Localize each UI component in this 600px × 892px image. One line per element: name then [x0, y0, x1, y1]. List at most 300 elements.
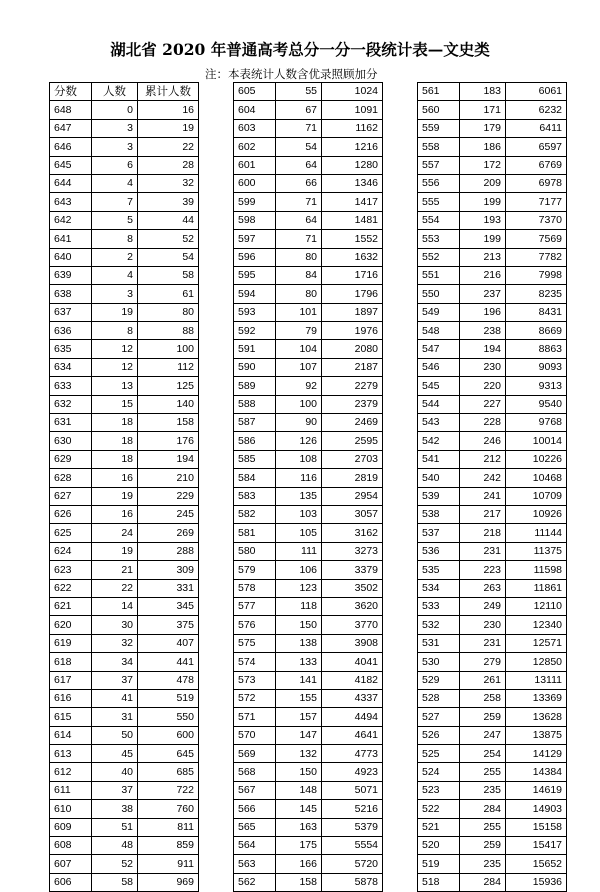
table-row: [234, 414, 383, 432]
table-row: [50, 671, 199, 689]
count-cell: 220: [460, 377, 506, 395]
count-cell: 13: [92, 377, 138, 395]
cumulative-cell: 12571: [506, 634, 567, 652]
score-cell: 575: [234, 634, 276, 652]
table-row: [50, 174, 199, 192]
score-cell: 574: [234, 653, 276, 671]
count-cell: 67: [276, 101, 322, 119]
score-cell: 626: [50, 505, 92, 523]
cumulative-cell: 550: [138, 708, 199, 726]
cumulative-cell: 245: [138, 505, 199, 523]
count-cell: 8: [92, 322, 138, 340]
table-row: [418, 818, 567, 836]
score-cell: 567: [234, 781, 276, 799]
score-cell: 542: [418, 432, 460, 450]
cumulative-cell: 4494: [322, 708, 383, 726]
table-row: [418, 101, 567, 119]
score-cell: 638: [50, 285, 92, 303]
cumulative-cell: 441: [138, 653, 199, 671]
cumulative-cell: 911: [138, 855, 199, 873]
count-cell: 22: [92, 579, 138, 597]
count-cell: 259: [460, 837, 506, 855]
cumulative-cell: 5554: [322, 837, 383, 855]
table-row: [418, 505, 567, 523]
score-cell: 587: [234, 414, 276, 432]
cumulative-cell: 100: [138, 340, 199, 358]
table-row: [234, 138, 383, 156]
table-row: [418, 487, 567, 505]
score-cell: 624: [50, 542, 92, 560]
cumulative-cell: 722: [138, 781, 199, 799]
count-cell: 218: [460, 524, 506, 542]
score-cell: 518: [418, 873, 460, 891]
table-row: [50, 248, 199, 266]
cumulative-cell: 2595: [322, 432, 383, 450]
table-row: [418, 377, 567, 395]
cumulative-cell: 10468: [506, 469, 567, 487]
table-row: [418, 763, 567, 781]
score-cell: 569: [234, 745, 276, 763]
table-row: [234, 83, 383, 101]
score-cell: 639: [50, 266, 92, 284]
count-cell: 103: [276, 505, 322, 523]
count-cell: 105: [276, 524, 322, 542]
score-table-block-3: [417, 82, 567, 892]
cumulative-cell: 32: [138, 174, 199, 192]
count-cell: 212: [460, 450, 506, 468]
score-cell: 583: [234, 487, 276, 505]
table-row: [50, 873, 199, 891]
table-row: [234, 193, 383, 211]
count-cell: 145: [276, 800, 322, 818]
table-row: [50, 818, 199, 836]
cumulative-cell: 39: [138, 193, 199, 211]
count-cell: 64: [276, 211, 322, 229]
cumulative-cell: 5216: [322, 800, 383, 818]
cumulative-cell: 1091: [322, 101, 383, 119]
score-cell: 519: [418, 855, 460, 873]
count-cell: 158: [276, 873, 322, 891]
count-cell: 58: [92, 873, 138, 891]
count-cell: 100: [276, 395, 322, 413]
count-cell: 34: [92, 653, 138, 671]
score-cell: 579: [234, 561, 276, 579]
table-row: [50, 855, 199, 873]
table-row: [50, 800, 199, 818]
count-cell: 279: [460, 653, 506, 671]
score-cell: 551: [418, 266, 460, 284]
table-row: [418, 432, 567, 450]
table-row: [234, 763, 383, 781]
count-cell: 30: [92, 616, 138, 634]
count-cell: 79: [276, 322, 322, 340]
count-cell: 3: [92, 285, 138, 303]
table-row: [50, 119, 199, 137]
score-cell: 627: [50, 487, 92, 505]
cumulative-cell: 1216: [322, 138, 383, 156]
count-cell: 84: [276, 266, 322, 284]
count-cell: 246: [460, 432, 506, 450]
count-cell: 163: [276, 818, 322, 836]
count-cell: 111: [276, 542, 322, 560]
count-cell: 32: [92, 634, 138, 652]
table-row: [50, 579, 199, 597]
table-row: [234, 266, 383, 284]
cumulative-cell: 7998: [506, 266, 567, 284]
score-cell: 559: [418, 119, 460, 137]
cumulative-cell: 600: [138, 726, 199, 744]
table-row: [50, 487, 199, 505]
count-cell: 194: [460, 340, 506, 358]
cumulative-cell: 16: [138, 101, 199, 119]
count-cell: 123: [276, 579, 322, 597]
cumulative-cell: 10226: [506, 450, 567, 468]
score-cell: 544: [418, 395, 460, 413]
table-row: [50, 708, 199, 726]
cumulative-cell: 13369: [506, 689, 567, 707]
cumulative-cell: 2819: [322, 469, 383, 487]
count-cell: 55: [276, 83, 322, 101]
table-row: [234, 561, 383, 579]
count-cell: 92: [276, 377, 322, 395]
header-score: 分数: [50, 83, 92, 101]
table-row: [234, 505, 383, 523]
count-cell: 54: [276, 138, 322, 156]
score-cell: 607: [50, 855, 92, 873]
count-cell: 150: [276, 616, 322, 634]
cumulative-cell: 12110: [506, 597, 567, 615]
count-cell: 66: [276, 174, 322, 192]
table-row: [50, 561, 199, 579]
count-cell: 150: [276, 763, 322, 781]
cumulative-cell: 11144: [506, 524, 567, 542]
table-row: [234, 542, 383, 560]
cumulative-cell: 288: [138, 542, 199, 560]
score-cell: 615: [50, 708, 92, 726]
table-row: [418, 193, 567, 211]
count-cell: 41: [92, 689, 138, 707]
count-cell: 254: [460, 745, 506, 763]
score-cell: 568: [234, 763, 276, 781]
cumulative-cell: 125: [138, 377, 199, 395]
cumulative-cell: 859: [138, 837, 199, 855]
cumulative-cell: 6061: [506, 83, 567, 101]
count-cell: 38: [92, 800, 138, 818]
table-row: [50, 211, 199, 229]
count-cell: 4: [92, 266, 138, 284]
table-row: [418, 211, 567, 229]
table-row: [418, 358, 567, 376]
count-cell: 21: [92, 561, 138, 579]
count-cell: 179: [460, 119, 506, 137]
cumulative-cell: 2379: [322, 395, 383, 413]
cumulative-cell: 10926: [506, 505, 567, 523]
count-cell: 231: [460, 634, 506, 652]
score-cell: 545: [418, 377, 460, 395]
table-row: [234, 119, 383, 137]
score-cell: 531: [418, 634, 460, 652]
count-cell: 15: [92, 395, 138, 413]
score-cell: 617: [50, 671, 92, 689]
cumulative-cell: 13628: [506, 708, 567, 726]
cumulative-cell: 14384: [506, 763, 567, 781]
table-row: [234, 653, 383, 671]
score-cell: 543: [418, 414, 460, 432]
table-row: [50, 616, 199, 634]
score-cell: 528: [418, 689, 460, 707]
score-cell: 610: [50, 800, 92, 818]
count-cell: 148: [276, 781, 322, 799]
cumulative-cell: 1552: [322, 230, 383, 248]
table-row: [234, 340, 383, 358]
table-row: [50, 101, 199, 119]
table-row: [50, 395, 199, 413]
cumulative-cell: 7782: [506, 248, 567, 266]
score-cell: 631: [50, 414, 92, 432]
score-cell: 547: [418, 340, 460, 358]
cumulative-cell: 158: [138, 414, 199, 432]
count-cell: 261: [460, 671, 506, 689]
score-cell: 521: [418, 818, 460, 836]
score-cell: 629: [50, 450, 92, 468]
cumulative-cell: 14619: [506, 781, 567, 799]
table-row: [418, 303, 567, 321]
score-cell: 585: [234, 450, 276, 468]
score-cell: 589: [234, 377, 276, 395]
cumulative-cell: 52: [138, 230, 199, 248]
table-row: [418, 450, 567, 468]
cumulative-cell: 7370: [506, 211, 567, 229]
count-cell: 196: [460, 303, 506, 321]
score-table-block-2: [233, 82, 383, 892]
count-cell: 284: [460, 800, 506, 818]
cumulative-cell: 19: [138, 119, 199, 137]
score-cell: 564: [234, 837, 276, 855]
table-row: [418, 597, 567, 615]
table-row: [418, 248, 567, 266]
score-cell: 647: [50, 119, 92, 137]
cumulative-cell: 6232: [506, 101, 567, 119]
cumulative-cell: 13875: [506, 726, 567, 744]
cumulative-cell: 3162: [322, 524, 383, 542]
table-row: [50, 597, 199, 615]
cumulative-cell: 1162: [322, 119, 383, 137]
cumulative-cell: 1346: [322, 174, 383, 192]
count-cell: 235: [460, 855, 506, 873]
score-cell: 621: [50, 597, 92, 615]
score-cell: 566: [234, 800, 276, 818]
table-row: [234, 358, 383, 376]
score-cell: 630: [50, 432, 92, 450]
cumulative-cell: 11861: [506, 579, 567, 597]
count-cell: 18: [92, 432, 138, 450]
table-row: [50, 230, 199, 248]
table-row: [418, 689, 567, 707]
count-cell: 6: [92, 156, 138, 174]
cumulative-cell: 7177: [506, 193, 567, 211]
cumulative-cell: 14903: [506, 800, 567, 818]
table-row: [234, 855, 383, 873]
table-row: [418, 634, 567, 652]
cumulative-cell: 3273: [322, 542, 383, 560]
cumulative-cell: 969: [138, 873, 199, 891]
table-row: [418, 285, 567, 303]
count-cell: 133: [276, 653, 322, 671]
score-cell: 618: [50, 653, 92, 671]
cumulative-cell: 8431: [506, 303, 567, 321]
table-row: [418, 83, 567, 101]
count-cell: 157: [276, 708, 322, 726]
count-cell: 14: [92, 597, 138, 615]
cumulative-cell: 4923: [322, 763, 383, 781]
table-row: [234, 873, 383, 891]
score-cell: 597: [234, 230, 276, 248]
count-cell: 19: [92, 542, 138, 560]
count-cell: 235: [460, 781, 506, 799]
table-row: [50, 377, 199, 395]
cumulative-cell: 645: [138, 745, 199, 763]
cumulative-cell: 309: [138, 561, 199, 579]
score-cell: 573: [234, 671, 276, 689]
count-cell: 116: [276, 469, 322, 487]
score-cell: 623: [50, 561, 92, 579]
table-row: [50, 745, 199, 763]
cumulative-cell: 15936: [506, 873, 567, 891]
count-cell: 238: [460, 322, 506, 340]
score-cell: 641: [50, 230, 92, 248]
score-cell: 572: [234, 689, 276, 707]
table-row: [234, 689, 383, 707]
count-cell: 284: [460, 873, 506, 891]
table-row: [234, 726, 383, 744]
score-cell: 591: [234, 340, 276, 358]
cumulative-cell: 1280: [322, 156, 383, 174]
table-row: [234, 248, 383, 266]
score-table-block-1: [49, 82, 199, 892]
table-row: [50, 156, 199, 174]
count-cell: 18: [92, 450, 138, 468]
score-cell: 616: [50, 689, 92, 707]
score-cell: 539: [418, 487, 460, 505]
table-row: [418, 653, 567, 671]
cumulative-cell: 760: [138, 800, 199, 818]
table-row: [418, 414, 567, 432]
cumulative-cell: 9540: [506, 395, 567, 413]
table-row: [234, 634, 383, 652]
count-cell: 247: [460, 726, 506, 744]
count-cell: 259: [460, 708, 506, 726]
table-row: [50, 837, 199, 855]
table-row: [50, 266, 199, 284]
table-row: [234, 322, 383, 340]
score-cell: 554: [418, 211, 460, 229]
count-cell: 217: [460, 505, 506, 523]
table-row: [418, 745, 567, 763]
cumulative-cell: 478: [138, 671, 199, 689]
table-row: [418, 671, 567, 689]
count-cell: 51: [92, 818, 138, 836]
count-cell: 45: [92, 745, 138, 763]
count-cell: 8: [92, 230, 138, 248]
score-cell: 644: [50, 174, 92, 192]
table-row: [234, 101, 383, 119]
score-cell: 614: [50, 726, 92, 744]
cumulative-cell: 9768: [506, 414, 567, 432]
count-cell: 199: [460, 230, 506, 248]
score-cell: 584: [234, 469, 276, 487]
cumulative-cell: 2954: [322, 487, 383, 505]
count-cell: 37: [92, 781, 138, 799]
cumulative-cell: 1632: [322, 248, 383, 266]
table-row: [418, 395, 567, 413]
score-cell: 604: [234, 101, 276, 119]
score-cell: 640: [50, 248, 92, 266]
count-cell: 71: [276, 193, 322, 211]
count-cell: 241: [460, 487, 506, 505]
cumulative-cell: 2080: [322, 340, 383, 358]
cumulative-cell: 345: [138, 597, 199, 615]
table-row: [234, 156, 383, 174]
count-cell: 166: [276, 855, 322, 873]
cumulative-cell: 176: [138, 432, 199, 450]
cumulative-cell: 28: [138, 156, 199, 174]
cumulative-cell: 15652: [506, 855, 567, 873]
cumulative-cell: 11375: [506, 542, 567, 560]
table-row: [418, 616, 567, 634]
cumulative-cell: 685: [138, 763, 199, 781]
table-row: [234, 174, 383, 192]
cumulative-cell: 22: [138, 138, 199, 156]
count-cell: 4: [92, 174, 138, 192]
cumulative-cell: 1417: [322, 193, 383, 211]
cumulative-cell: 11598: [506, 561, 567, 579]
score-cell: 549: [418, 303, 460, 321]
count-cell: 175: [276, 837, 322, 855]
table-row: [418, 469, 567, 487]
score-cell: 609: [50, 818, 92, 836]
count-cell: 3: [92, 138, 138, 156]
score-cell: 619: [50, 634, 92, 652]
cumulative-cell: 9093: [506, 358, 567, 376]
score-cell: 561: [418, 83, 460, 101]
cumulative-cell: 5071: [322, 781, 383, 799]
table-row: [50, 138, 199, 156]
score-cell: 599: [234, 193, 276, 211]
cumulative-cell: 1716: [322, 266, 383, 284]
score-cell: 535: [418, 561, 460, 579]
score-cell: 637: [50, 303, 92, 321]
table-row: [50, 689, 199, 707]
score-cell: 646: [50, 138, 92, 156]
cumulative-cell: 4041: [322, 653, 383, 671]
score-cell: 577: [234, 597, 276, 615]
score-cell: 592: [234, 322, 276, 340]
score-cell: 576: [234, 616, 276, 634]
count-cell: 258: [460, 689, 506, 707]
table-row: [234, 395, 383, 413]
cumulative-cell: 331: [138, 579, 199, 597]
score-cell: 570: [234, 726, 276, 744]
score-cell: 645: [50, 156, 92, 174]
page-title: 湖北省 2020 年普通高考总分一分一段统计表—文史类: [110, 40, 490, 59]
count-cell: 141: [276, 671, 322, 689]
table-row: [234, 487, 383, 505]
score-cell: 611: [50, 781, 92, 799]
table-row: [234, 837, 383, 855]
cumulative-cell: 10014: [506, 432, 567, 450]
table-row: [50, 358, 199, 376]
score-cell: 565: [234, 818, 276, 836]
